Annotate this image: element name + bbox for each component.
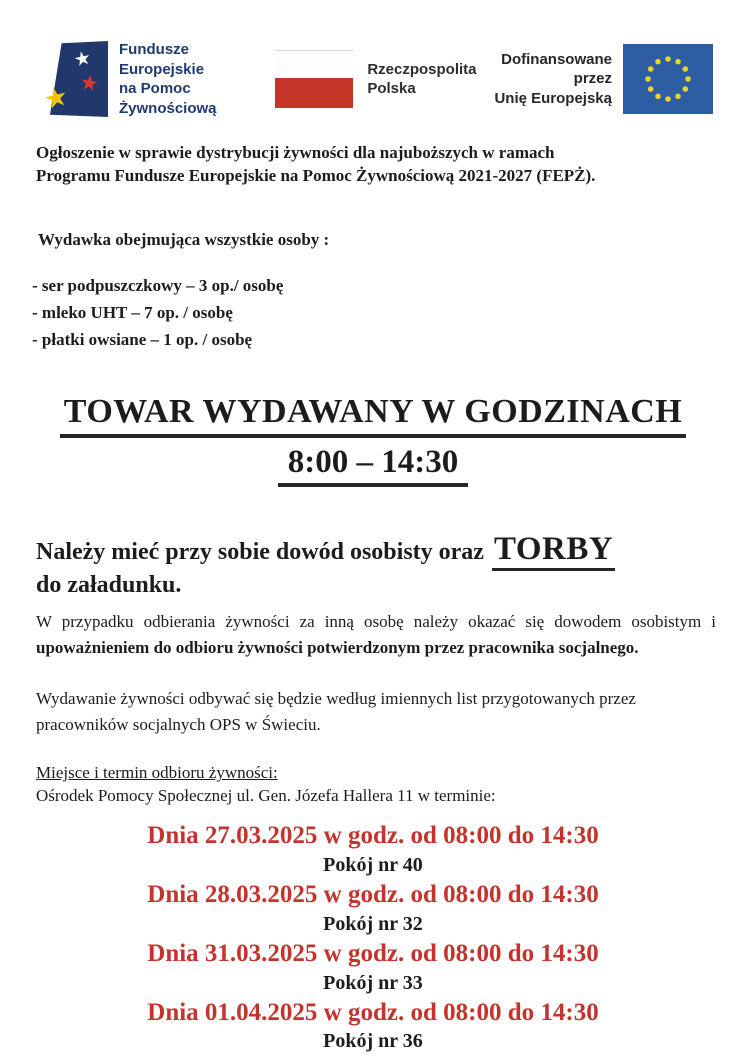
hours-heading (0, 393, 746, 487)
food-item-cheese: - ser podpuszczkowy – 3 op./ osobę (32, 275, 284, 295)
fe-logo-line1: Fundusze Europejskie (119, 41, 205, 78)
food-item-milk: - mleko UHT – 7 op. / osobę (32, 303, 233, 323)
poland-logo-line2: Polska (367, 80, 416, 97)
schedule-date-2: Dnia 28.03.2025 w godz. od 08:00 do 14:30 (147, 881, 599, 909)
eu-funding-line2: Unię Europejską (494, 89, 612, 107)
eu-funding-text (477, 50, 612, 109)
id-requirement-line (36, 531, 718, 568)
fe-flag-icon (40, 41, 108, 117)
schedule-room-3: Pokój nr 33 (323, 971, 423, 994)
announcement-line1: Ogłoszenie w sprawie dystrybucji żywności dla najuboższych w ramach (36, 143, 555, 162)
schedule-date-4: Dnia 01.04.2025 w godz. od 08:00 do 14:30 (147, 998, 599, 1026)
fe-logo (40, 40, 275, 118)
poland-flag-icon (275, 50, 353, 108)
announcement-title (36, 142, 716, 188)
red-star-icon: ★ (78, 69, 101, 97)
fe-logo-text (119, 40, 275, 118)
eu-flag-icon (623, 44, 713, 114)
white-star-icon: ★ (71, 46, 94, 72)
poland-logo-text (367, 60, 476, 99)
eu-funding-logo (477, 44, 713, 114)
poland-flag-white-stripe (275, 50, 353, 78)
eu-funding-line1: Dofinansowane przez (501, 50, 612, 88)
yellow-star-icon: ★ (40, 80, 72, 117)
schedule-room-2: Pokój nr 32 (323, 912, 423, 935)
id-and-bags-requirement (36, 531, 718, 599)
poland-logo-line1: Rzeczpospolita (367, 60, 477, 78)
name-lists-paragraph: Wydawanie żywności odbywać się będzie według imiennych list przygotowanych przez pracowników socjalnych OPS w Świeciu. (36, 689, 636, 734)
proxy-pickup-bold-text: upoważnieniem do odbioru żywności potwierdzonym przez pracownika socjalnego. (36, 637, 639, 657)
id-requirement-text: Należy mieć przy sobie dowód osobisty oraz (36, 539, 484, 566)
pickup-place-heading: Miejsce i termin odbioru żywności: (36, 763, 278, 783)
food-items-list (32, 272, 716, 354)
announcement-line2: Programu Fundusze Europejskie na Pomoc Żywnościową 2021-2027 (FEPŻ). (36, 165, 596, 185)
poland-logo (275, 50, 476, 108)
distribution-heading: Wydawka obejmująca wszystkie osoby : (38, 229, 330, 249)
food-item-oats: - płatki owsiane – 1 op. / osobę (32, 330, 253, 350)
hours-range-text: 8:00 – 14:30 (278, 444, 468, 487)
pickup-address: Ośrodek Pomocy Społecznej ul. Gen. Józefa Hallera 11 w terminie: (36, 786, 496, 806)
poland-flag-red-stripe (275, 78, 353, 108)
fe-logo-line2: na Pomoc Żywnościową (119, 80, 217, 117)
funding-logos-header (0, 0, 746, 118)
schedule-room-4: Pokój nr 36 (323, 1030, 423, 1053)
bags-emphasis-text: TORBY (492, 531, 615, 571)
proxy-pickup-text: W przypadku odbierania żywności za inną osobę należy okazać się dowodem osobistym i (36, 612, 716, 632)
proxy-pickup-paragraph (36, 609, 716, 660)
schedule-date-3: Dnia 31.03.2025 w godz. od 08:00 do 14:30 (147, 939, 599, 967)
schedule-date-1: Dnia 27.03.2025 w godz. od 08:00 do 14:30 (147, 822, 599, 850)
bags-loading-text: do załadunku. (36, 572, 182, 599)
schedule-room-1: Pokój nr 40 (323, 854, 423, 877)
hours-heading-text: TOWAR WYDAWANY W GODZINACH (60, 393, 687, 438)
pickup-schedule (0, 822, 746, 1053)
